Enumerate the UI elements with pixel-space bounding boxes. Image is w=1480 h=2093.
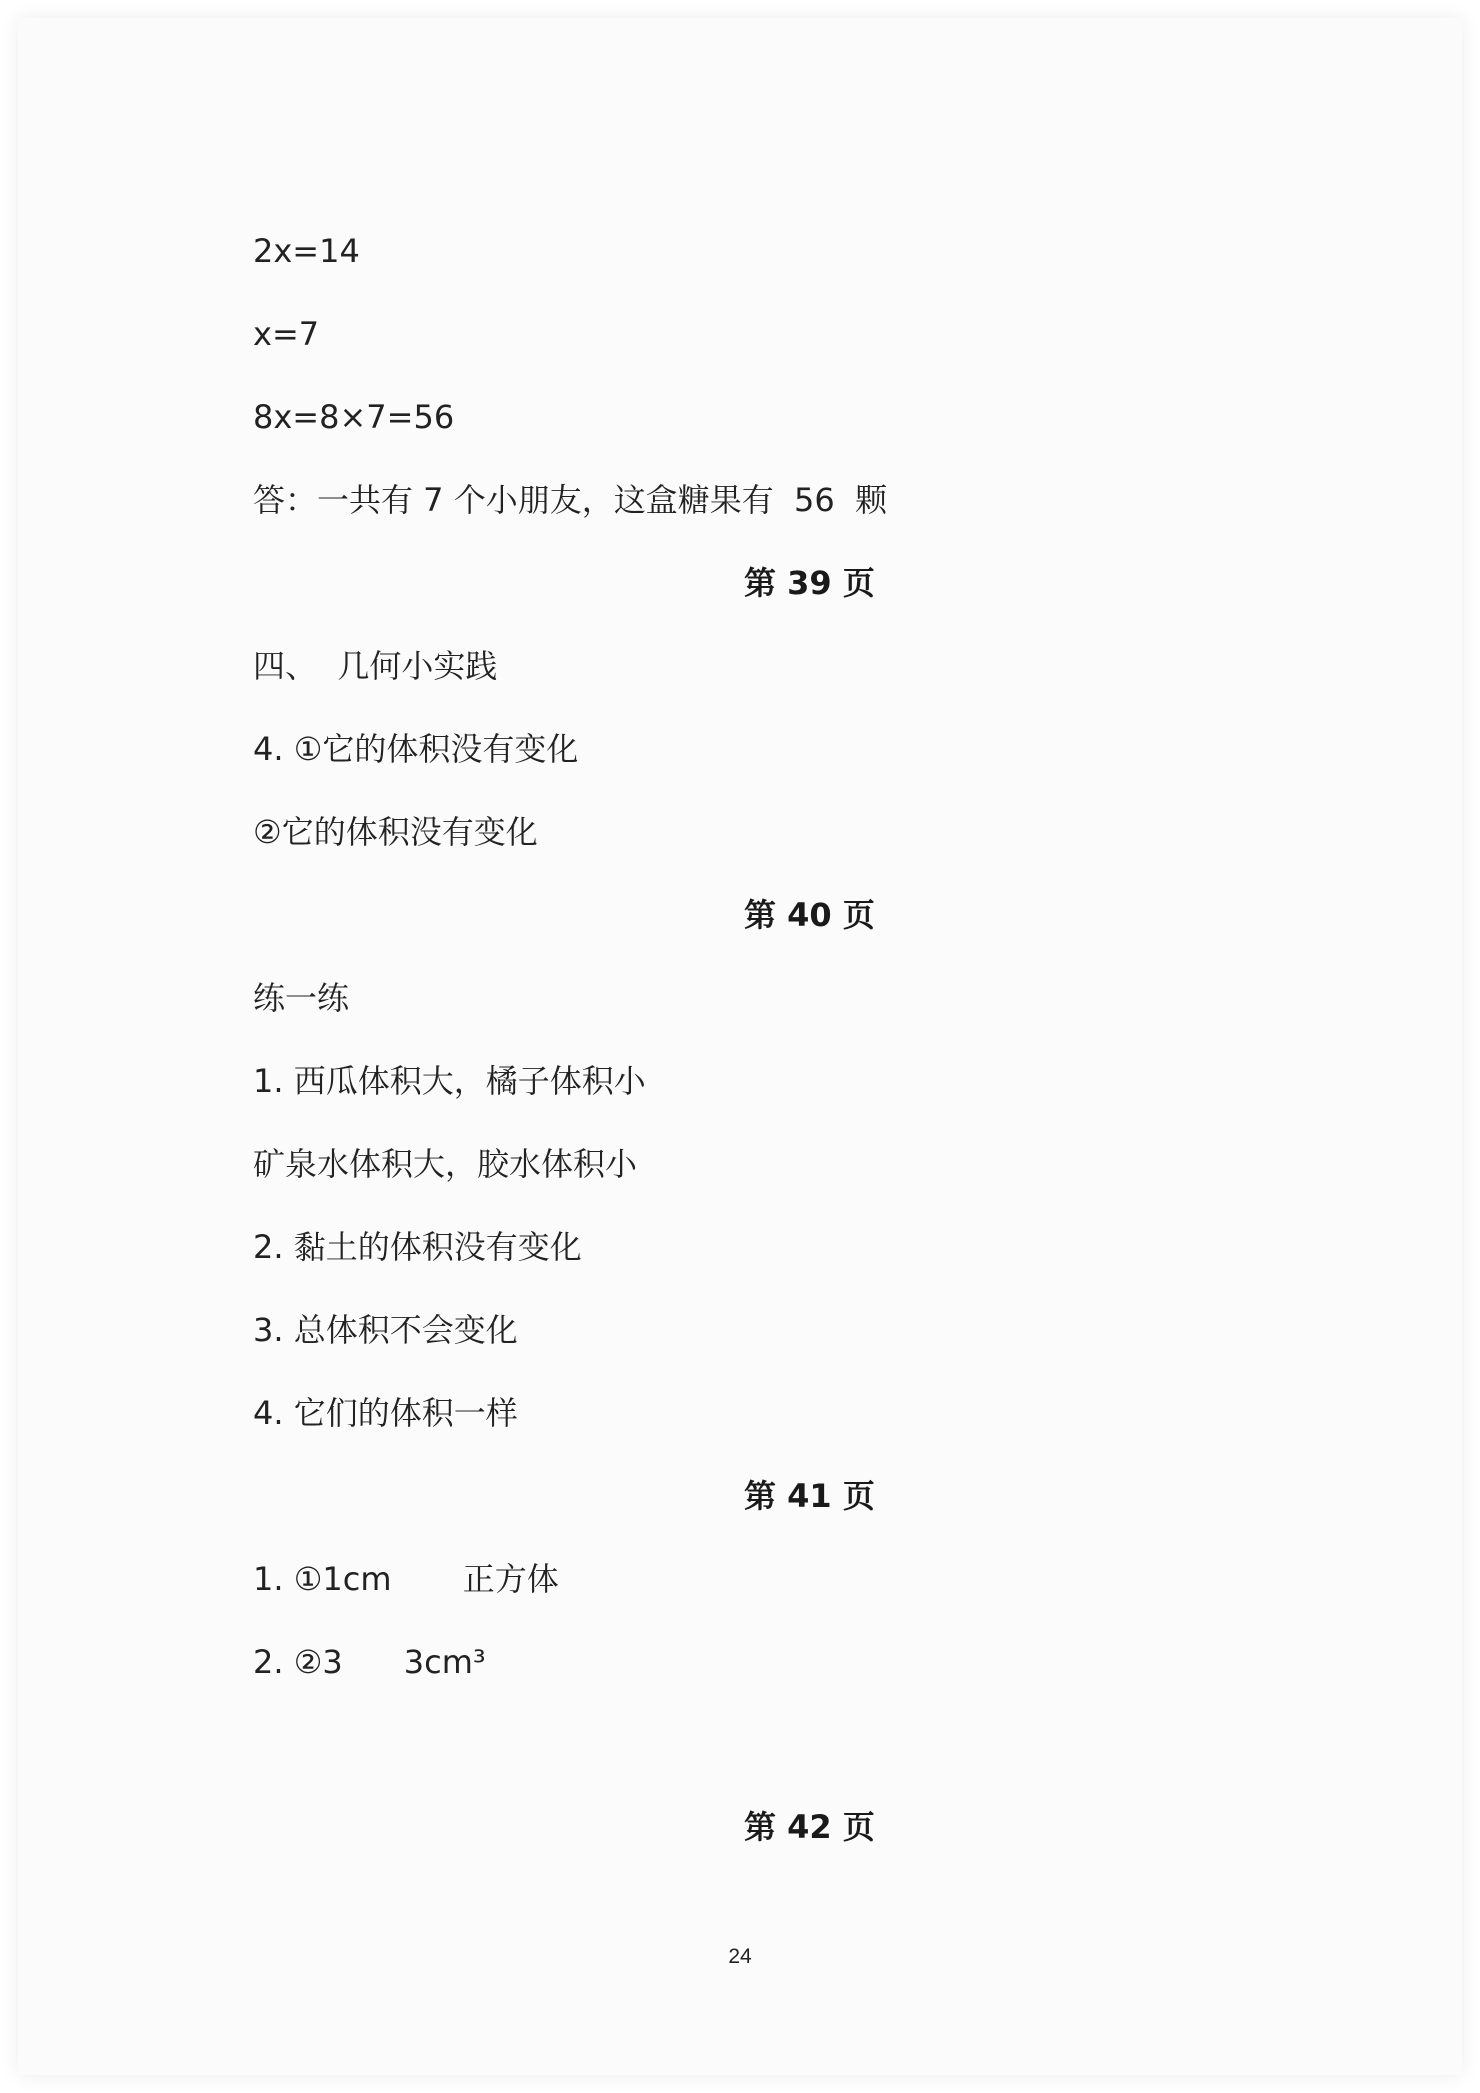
section-title: 练一练	[253, 979, 350, 1017]
page-heading: 第 39 页	[744, 564, 875, 602]
section-title: 四、 几何小实践	[253, 647, 498, 685]
answer-line: 3. 总体积不会变化	[253, 1311, 518, 1349]
page-number: 24	[728, 1945, 752, 1968]
answer-line: 2. ②3 3cm³	[253, 1643, 486, 1681]
page-heading: 第 42 页	[744, 1808, 875, 1846]
answer-line: 4. 它们的体积一样	[253, 1394, 518, 1432]
answer-line: ②它的体积没有变化	[253, 813, 538, 851]
page-heading: 第 41 页	[744, 1477, 875, 1515]
answer-line: 8x=8×7=56	[253, 398, 455, 436]
answer-line: 1. ①1cm 正方体	[253, 1560, 559, 1598]
answer-line: 4. ①它的体积没有变化	[253, 730, 579, 768]
answer-line: 2x=14	[253, 232, 360, 270]
document-page	[18, 18, 1462, 2075]
page-heading: 第 40 页	[744, 896, 875, 934]
answer-line: 答：一共有 7 个小朋友，这盒糖果有 56 颗	[253, 481, 888, 519]
answer-line: x=7	[253, 315, 320, 353]
answer-line: 矿泉水体积大，胶水体积小	[253, 1145, 638, 1183]
answer-line: 1. 西瓜体积大，橘子体积小	[253, 1062, 646, 1100]
answer-line: 2. 黏土的体积没有变化	[253, 1228, 582, 1266]
